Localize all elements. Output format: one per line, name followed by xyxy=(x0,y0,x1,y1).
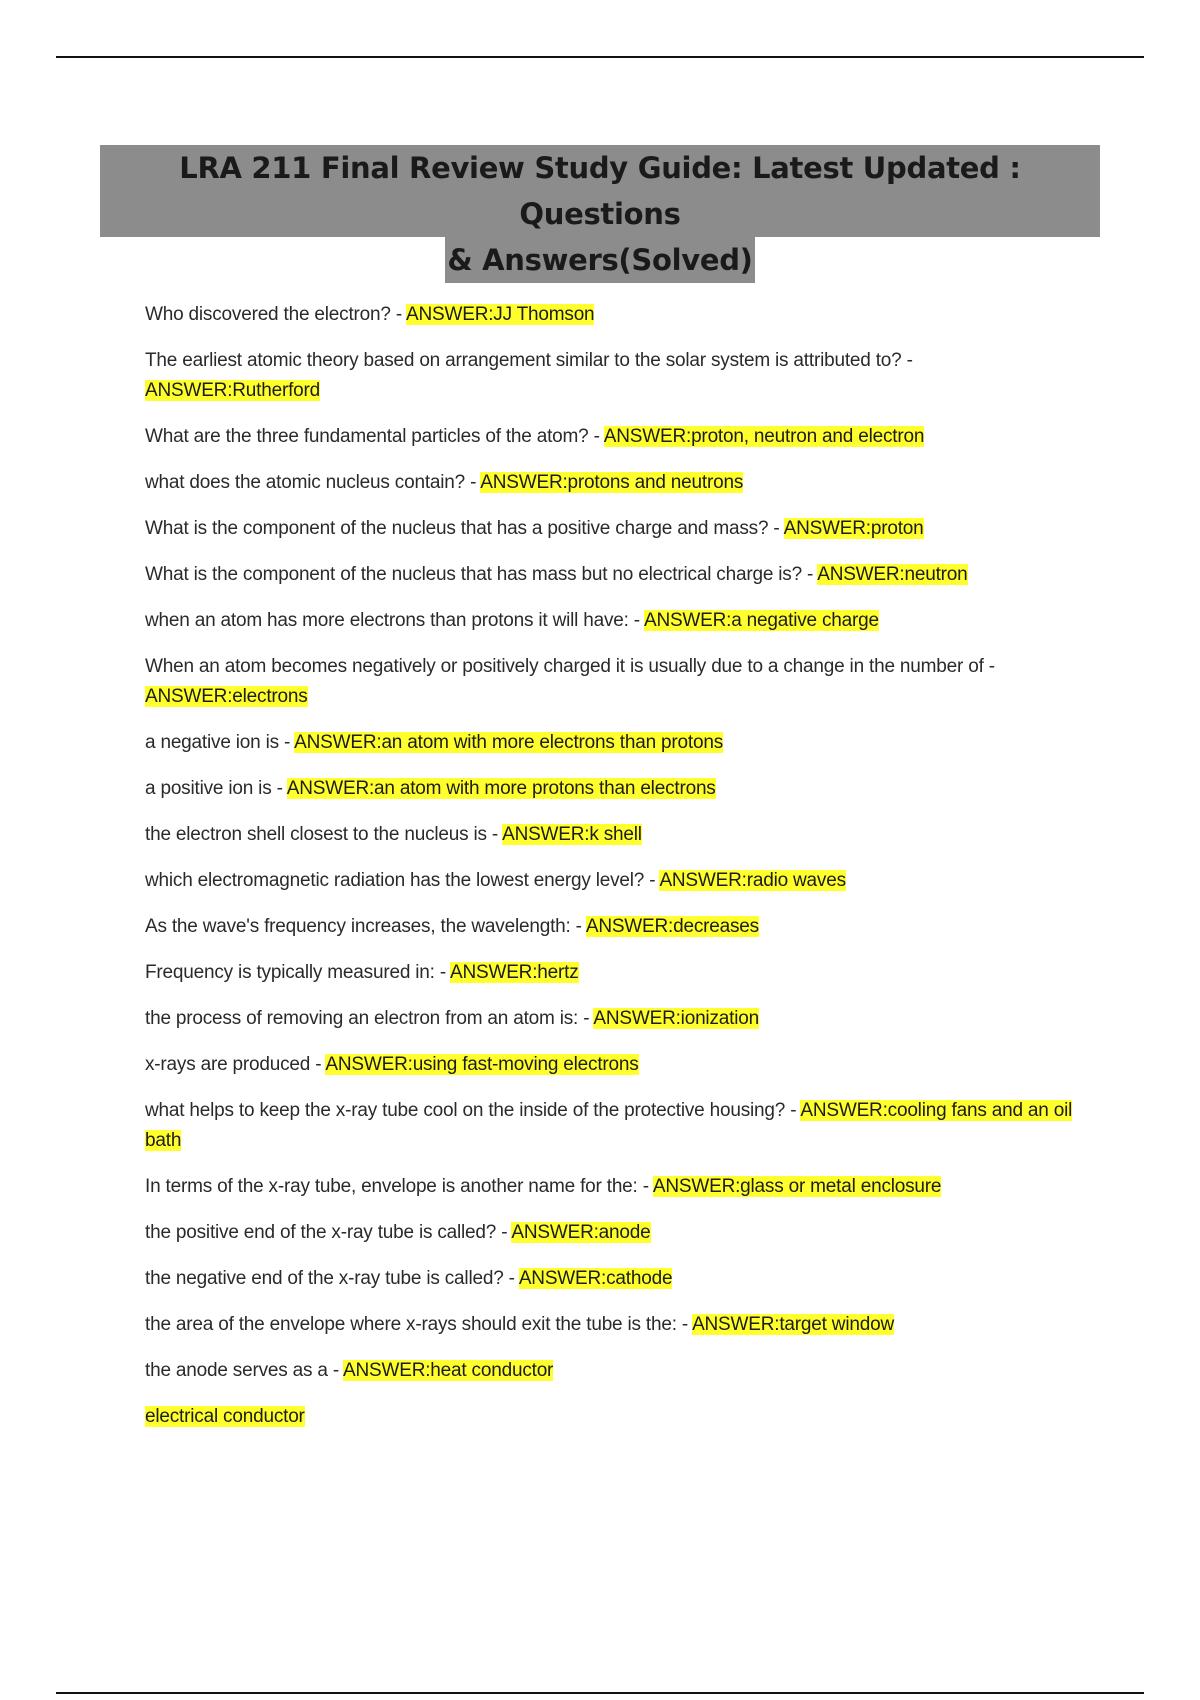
qa-item xyxy=(145,1050,1075,1080)
qa-item xyxy=(145,1218,1075,1248)
question-text: a negative ion is xyxy=(145,732,279,753)
qa-item xyxy=(145,346,1075,406)
question-text: the electron shell closest to the nucleus is xyxy=(145,824,487,845)
question-text: the anode serves as a xyxy=(145,1360,328,1381)
answer-separator: - xyxy=(503,1268,519,1289)
question-text: what helps to keep the x-ray tube cool on the inside of the protective housing? xyxy=(145,1100,786,1121)
answer-text: ANSWER:a negative charge xyxy=(643,610,879,631)
answer-separator: - xyxy=(901,350,913,371)
answer-separator: - xyxy=(768,518,784,539)
answer-separator: - xyxy=(637,1176,653,1197)
question-text: Frequency is typically measured in: xyxy=(145,962,435,983)
answer-text: ANSWER:electrons xyxy=(145,686,308,707)
answer-separator: - xyxy=(628,610,644,631)
qa-item xyxy=(145,1310,1075,1340)
question-text: the area of the envelope where x-rays should exit the tube is the: xyxy=(145,1314,677,1335)
answer-separator: - xyxy=(570,916,586,937)
answer-text: ANSWER:cathode xyxy=(518,1268,673,1289)
answer-text: ANSWER:neutron xyxy=(817,564,968,585)
qa-item xyxy=(145,514,1075,544)
qa-item xyxy=(145,912,1075,942)
question-text: the positive end of the x-ray tube is called? xyxy=(145,1222,497,1243)
answer-separator: - xyxy=(676,1314,693,1335)
answer-separator: - xyxy=(983,656,995,677)
answer-text: ANSWER:target window xyxy=(692,1314,894,1335)
answer-text: ANSWER:radio waves xyxy=(659,870,846,891)
answer-text: ANSWER:Rutherford xyxy=(145,380,321,401)
qa-item xyxy=(145,560,1075,590)
question-text: x-rays are produced xyxy=(145,1054,311,1075)
answer-separator: - xyxy=(465,472,481,493)
qa-item xyxy=(145,1264,1075,1294)
question-text: What is the component of the nucleus that has a positive charge and mass? xyxy=(145,518,769,539)
answer-separator: - xyxy=(278,732,295,753)
qa-item xyxy=(145,820,1075,850)
question-text: the negative end of the x-ray tube is called? xyxy=(145,1268,504,1289)
bottom-rule xyxy=(56,1692,1144,1694)
qa-item xyxy=(145,1172,1075,1202)
answer-separator: - xyxy=(271,778,287,799)
answer-separator: - xyxy=(390,304,407,325)
qa-item xyxy=(145,468,1075,498)
answer-text: ANSWER:using fast-moving electrons xyxy=(325,1054,639,1075)
question-text: In terms of the x-ray tube, envelope is another name for the: xyxy=(145,1176,638,1197)
qa-item xyxy=(145,1096,1075,1156)
qa-item xyxy=(145,606,1075,636)
qa-item xyxy=(145,774,1075,804)
question-text: As the wave's frequency increases, the wavelength: xyxy=(145,916,571,937)
answer-text: ANSWER:an atom with more protons than electrons xyxy=(286,778,716,799)
answer-text: ANSWER:protons and neutrons xyxy=(480,472,744,493)
answer-text: ANSWER:proton xyxy=(783,518,924,539)
answer-text: ANSWER:heat conductor xyxy=(343,1360,554,1381)
answer-text: electrical conductor xyxy=(145,1406,305,1427)
title-line-1: LRA 211 Final Review Study Guide: Latest Updated : Questions xyxy=(100,145,1100,237)
question-text: What is the component of the nucleus that has mass but no electrical charge is? xyxy=(145,564,802,585)
question-text: What are the three fundamental particles of the atom? xyxy=(145,426,589,447)
qa-item xyxy=(145,958,1075,988)
answer-separator: - xyxy=(327,1360,344,1381)
answer-separator: - xyxy=(644,870,660,891)
question-text: what does the atomic nucleus contain? xyxy=(145,472,466,493)
answer-text: ANSWER:k shell xyxy=(502,824,642,845)
answer-separator: - xyxy=(496,1222,512,1243)
qa-item-trailing xyxy=(145,1402,1075,1432)
question-text: when an atom has more electrons than protons it will have: xyxy=(145,610,629,631)
answer-text: ANSWER:JJ Thomson xyxy=(406,304,595,325)
answer-separator: - xyxy=(434,962,450,983)
answer-text: ANSWER:ionization xyxy=(593,1008,759,1029)
answer-separator: - xyxy=(801,564,818,585)
answer-text: ANSWER:proton, neutron and electron xyxy=(603,426,925,447)
question-text: the process of removing an electron from an atom is: xyxy=(145,1008,579,1029)
answer-text: ANSWER:decreases xyxy=(585,916,759,937)
qa-item xyxy=(145,866,1075,896)
question-text: The earliest atomic theory based on arrangement similar to the solar system is attributed to? xyxy=(145,350,902,371)
answer-separator: - xyxy=(578,1008,594,1029)
qa-item xyxy=(145,652,1075,712)
qa-item xyxy=(145,728,1075,758)
answer-text: ANSWER:an atom with more electrons than protons xyxy=(294,732,724,753)
answer-separator: - xyxy=(486,824,503,845)
document-title xyxy=(100,145,1100,283)
qa-list xyxy=(145,300,1075,1448)
answer-separator: - xyxy=(588,426,604,447)
title-line-2: & Answers(Solved) xyxy=(445,237,754,283)
answer-text: ANSWER:glass or metal enclosure xyxy=(652,1176,942,1197)
question-text: When an atom becomes negatively or positively charged it is usually due to a change in the number of xyxy=(145,656,984,677)
answer-text: ANSWER:anode xyxy=(511,1222,651,1243)
qa-item xyxy=(145,422,1075,452)
question-text: a positive ion is xyxy=(145,778,272,799)
answer-text: ANSWER:hertz xyxy=(450,962,579,983)
qa-item xyxy=(145,1356,1075,1386)
question-text: which electromagnetic radiation has the lowest energy level? xyxy=(145,870,645,891)
answer-separator: - xyxy=(785,1100,801,1121)
answer-separator: - xyxy=(310,1054,326,1075)
top-rule xyxy=(56,56,1144,58)
qa-item xyxy=(145,300,1075,330)
answer-text: ANSWER:cooling fans and an oil bath xyxy=(145,1100,1073,1151)
question-text: Who discovered the electron? xyxy=(145,304,391,325)
qa-item xyxy=(145,1004,1075,1034)
